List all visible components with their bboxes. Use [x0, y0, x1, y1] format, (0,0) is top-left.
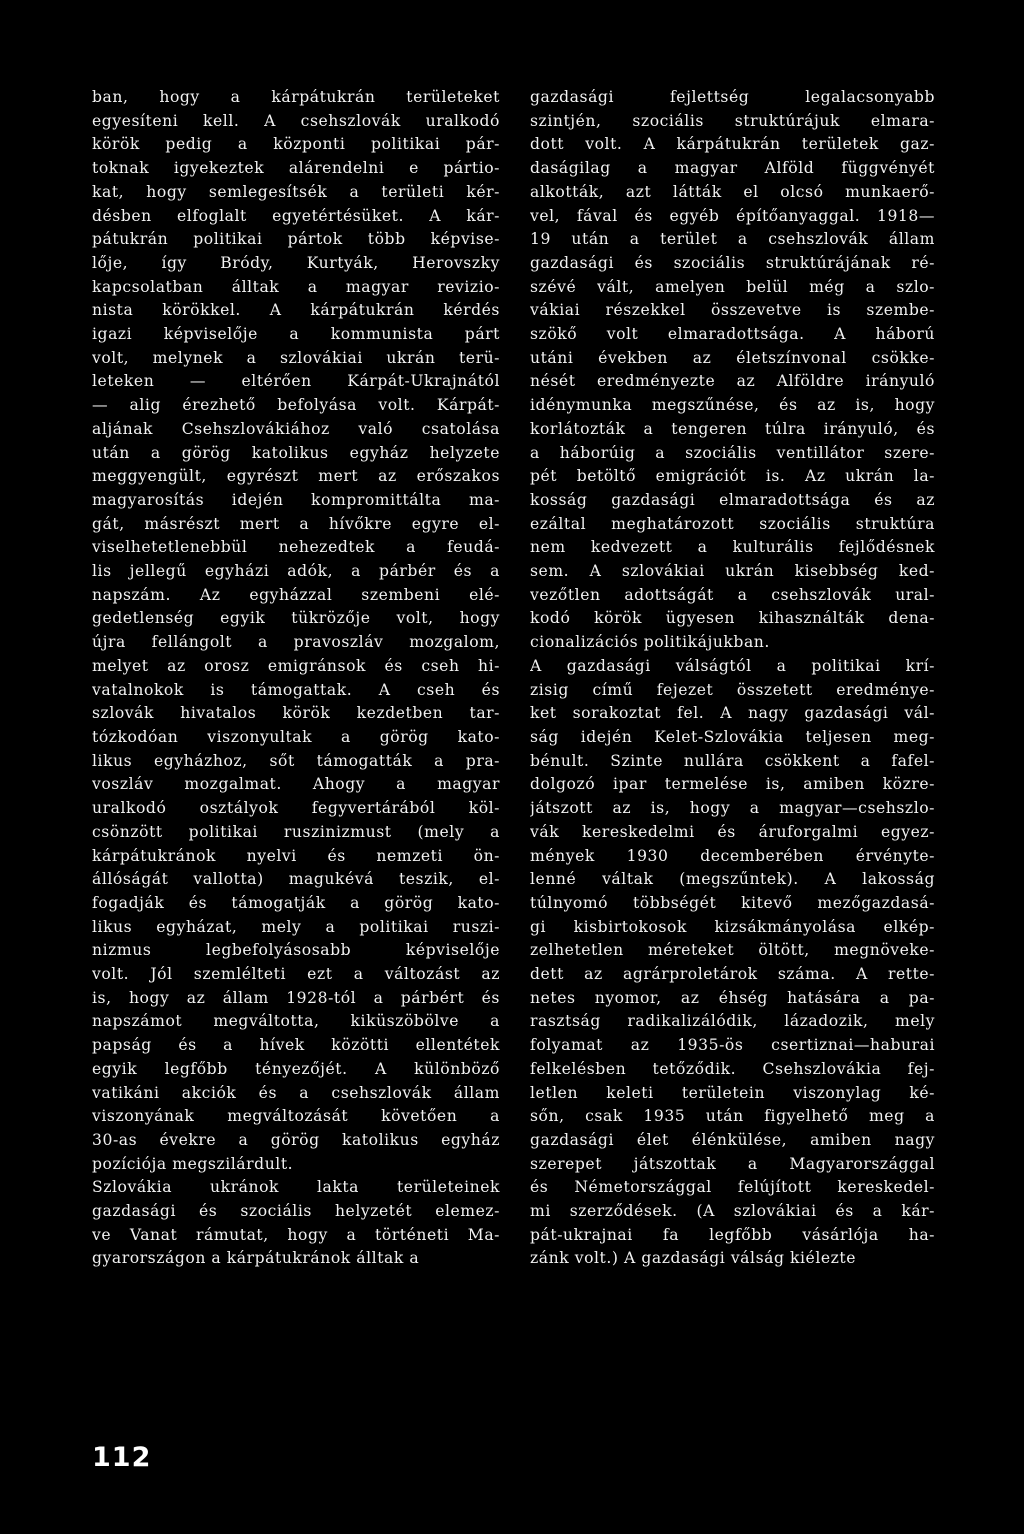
text-line: toknak igyekeztek alárendelni e pártio-	[92, 159, 500, 178]
text-line: nését eredményezte az Alföldre irányuló	[530, 372, 935, 391]
text-line: újra fellángolt a pravoszláv mozgalom,	[92, 633, 500, 652]
text-line: vel, fával és egyéb építőanyaggal. 1918—	[530, 206, 935, 225]
text-line: nista körökkel. A kárpátukrán kérdés	[92, 301, 500, 320]
text-line: gyarországon a kárpátukránok álltak a	[92, 1249, 420, 1268]
text-line: ban, hogy a kárpátukrán területeket	[92, 88, 500, 106]
text-line: gi kisbirtokosok kizsákmányolása elkép-	[530, 917, 935, 936]
text-line: papság és a hívek közötti ellentétek	[92, 1036, 500, 1055]
text-line: is, hogy az állam 1928-tól a párbért és	[92, 988, 500, 1007]
text-line: aljának Csehszlovákiához való csatolása	[92, 419, 500, 438]
text-line: vák kereskedelmi és áruforgalmi egyez-	[530, 822, 935, 841]
text-line: meggyengült, egyrészt mert az erőszakos	[92, 467, 500, 486]
text-line: ság idején Kelet-Szlovákia teljesen meg-	[530, 727, 935, 746]
text-line: túlnyomó többségét kitevő mezőgazdasá-	[530, 893, 935, 912]
left-text-column	[92, 86, 500, 1271]
text-line: melyet az orosz emigránsok és cseh hi-	[92, 656, 500, 675]
text-line: gát, másrészt mert a hívőkre egyre el-	[92, 514, 500, 533]
text-line: kapcsolatban álltak a magyar revizio-	[92, 277, 500, 296]
text-line: tózkodóan viszonyultak a görög kato-	[92, 727, 500, 746]
text-line: igazi képviselője a kommunista párt	[92, 325, 500, 344]
text-line: egyik legfőbb tényezőjét. A különböző	[92, 1059, 500, 1078]
text-line: volt. Jól szemlélteti ezt a változást az	[92, 965, 500, 984]
text-line: szerepet játszottak a Magyarországgal	[530, 1154, 935, 1173]
text-line: nizmus legbefolyásosabb képviselője	[92, 941, 500, 960]
text-line: gedetlenség egyik tükrözője volt, hogy	[92, 609, 500, 628]
text-line: leteken — eltérően Kárpát-Ukrajnától	[92, 372, 500, 391]
text-line: voszláv mozgalmat. Ahogy a magyar	[92, 775, 500, 794]
text-line: körök pedig a központi politikai pár-	[92, 135, 500, 154]
text-line: csönzött politikai ruszinizmust (mely a	[92, 822, 500, 841]
text-line: letlen keleti területein viszonylag ké-	[530, 1083, 935, 1102]
text-line: lenné váltak (megszűntek). A lakosság	[530, 870, 935, 889]
text-line: idénymunka megszűnése, és az is, hogy	[530, 396, 935, 415]
page-number: 112	[92, 1442, 152, 1473]
text-line: utáni években az életszínvonal csökke-	[530, 348, 935, 367]
text-line: mények 1930 decemberében érvényte-	[530, 846, 935, 865]
text-line: nem kedvezett a kulturális fejlődésnek	[530, 538, 935, 557]
text-line: zisig című fejezet összetett eredménye-	[530, 680, 935, 699]
text-line: viszonyának megváltozását követően a	[92, 1107, 500, 1126]
text-line: magyarosítás idején kompromittálta ma-	[92, 490, 500, 509]
right-text-column	[530, 86, 935, 1271]
text-line: cionalizációs politikájukban.	[530, 633, 770, 652]
text-line: — alig érezhető befolyása volt. Kárpát-	[92, 396, 500, 415]
text-line: lője, így Bródy, Kurtyák, Herovszky	[92, 253, 500, 272]
text-line: gazdasági élet élénkülése, amiben nagy	[530, 1130, 935, 1149]
text-line: pozíciója megszilárdult.	[92, 1154, 294, 1173]
text-line: vatikáni akciók és a csehszlovák állam	[92, 1083, 500, 1102]
text-line: szévé vált, amelyen belül még a szlo-	[530, 277, 935, 296]
text-line: korlátozták a tengeren túlra irányuló, és	[530, 419, 935, 438]
text-line: kodó körök ügyesen kihasználták dena-	[530, 609, 935, 628]
text-line: dott volt. A kárpátukrán területek gaz-	[530, 135, 935, 154]
text-line: a háborúig a szociális ventillátor szere-	[530, 443, 935, 462]
text-line: désben elfoglalt egyetértésüket. A kár-	[92, 206, 500, 225]
text-line: 30-as évekre a görög katolikus egyház	[92, 1130, 500, 1149]
text-line: pátukrán politikai pártok több képvise-	[92, 230, 500, 249]
text-line: mi szerződések. (A szlovákiai és a kár-	[530, 1202, 935, 1221]
text-line: 19 után a terület a csehszlovák állam	[530, 230, 935, 249]
text-line: kat, hogy semlegesítsék a területi kér-	[92, 182, 500, 201]
text-line: Szlovákia ukránok lakta területeinek	[92, 1178, 500, 1197]
text-line: pét betöltő emigrációt is. Az ukrán la-	[530, 467, 935, 486]
text-line: zánk volt.) A gazdasági válság kiélezte	[530, 1249, 856, 1268]
text-line: gazdasági fejlettség legalacsonyabb	[530, 88, 935, 106]
text-line: daságilag a magyar Alföld függvényét	[530, 159, 935, 178]
text-line: alkották, azt látták el olcsó munkaerő-	[530, 182, 935, 201]
text-line: után a görög katolikus egyház helyzete	[92, 443, 500, 462]
text-line: likus egyházhoz, sőt támogatták a pra-	[92, 751, 500, 770]
text-line: sőn, csak 1935 után figyelhető meg a	[530, 1107, 935, 1126]
text-line: ve Vanat rámutat, hogy a történeti Ma-	[92, 1225, 500, 1244]
text-line: és Németországgal felújított kereskedel-	[530, 1178, 935, 1197]
text-line: kárpátukránok nyelvi és nemzeti ön-	[92, 846, 500, 865]
text-line: szintjén, szociális struktúrájuk elmara-	[530, 111, 935, 130]
text-line: gazdasági és szociális helyzetét elemez-	[92, 1202, 500, 1221]
text-line: fogadják és támogatják a görög kato-	[92, 893, 500, 912]
text-line: rasztság radikalizálódik, lázadozik, mely	[530, 1012, 935, 1031]
text-line: ket sorakoztat fel. A nagy gazdasági vál-	[530, 704, 935, 723]
text-line: egyesíteni kell. A csehszlovák uralkodó	[92, 111, 500, 130]
text-line: folyamat az 1935-ös csertiznai—haburai	[530, 1036, 935, 1055]
text-line: viselhetetlenebbül nehezedtek a feudá-	[92, 538, 500, 557]
text-line: állóságát vallotta) magukévá teszik, el-	[92, 870, 500, 889]
text-line: ezáltal meghatározott szociális struktúra	[530, 514, 935, 533]
text-line: dett az agrárproletárok száma. A rette-	[530, 965, 935, 984]
text-line: zelhetetlen méreteket öltött, megnöveke-	[530, 941, 935, 960]
text-line: felkelésben tetőződik. Csehszlovákia fej-	[530, 1059, 935, 1078]
text-line: napszámot megváltotta, kiküszöbölve a	[92, 1012, 500, 1031]
text-line: uralkodó osztályok fegyvertárából köl-	[92, 799, 500, 818]
text-line: dolgozó ipar termelése is, amiben közre-	[530, 775, 935, 794]
text-line: kosság gazdasági elmaradottsága és az	[530, 490, 935, 509]
text-line: bénult. Szinte nullára csökkent a fafel-	[530, 751, 935, 770]
text-line: volt, melynek a szlovákiai ukrán terü-	[92, 348, 500, 367]
text-line: A gazdasági válságtól a politikai krí-	[530, 656, 935, 675]
text-line: vatalnokok is támogattak. A cseh és	[92, 680, 500, 699]
text-line: sem. A szlovákiai ukrán kisebbség ked-	[530, 562, 935, 581]
text-line: vezőtlen adottságát a csehszlovák ural-	[530, 585, 935, 604]
text-line: vákiai részekkel összevetve is szembe-	[530, 301, 935, 320]
text-line: pát-ukrajnai fa legfőbb vásárlója ha-	[530, 1225, 935, 1244]
text-line: napszám. Az egyházzal szembeni elé-	[92, 585, 500, 604]
text-line: gazdasági és szociális struktúrájának ré-	[530, 253, 935, 272]
text-line: szökő volt elmaradottsága. A háború	[530, 325, 935, 344]
text-line: likus egyházat, mely a politikai ruszi-	[92, 917, 500, 936]
text-line: játszott az is, hogy a magyar—csehszlo-	[530, 799, 935, 818]
text-line: szlovák hivatalos körök kezdetben tar-	[92, 704, 500, 723]
text-line: netes nyomor, az éhség hatására a pa-	[530, 988, 935, 1007]
text-line: lis jellegű egyházi adók, a párbér és a	[92, 562, 500, 581]
